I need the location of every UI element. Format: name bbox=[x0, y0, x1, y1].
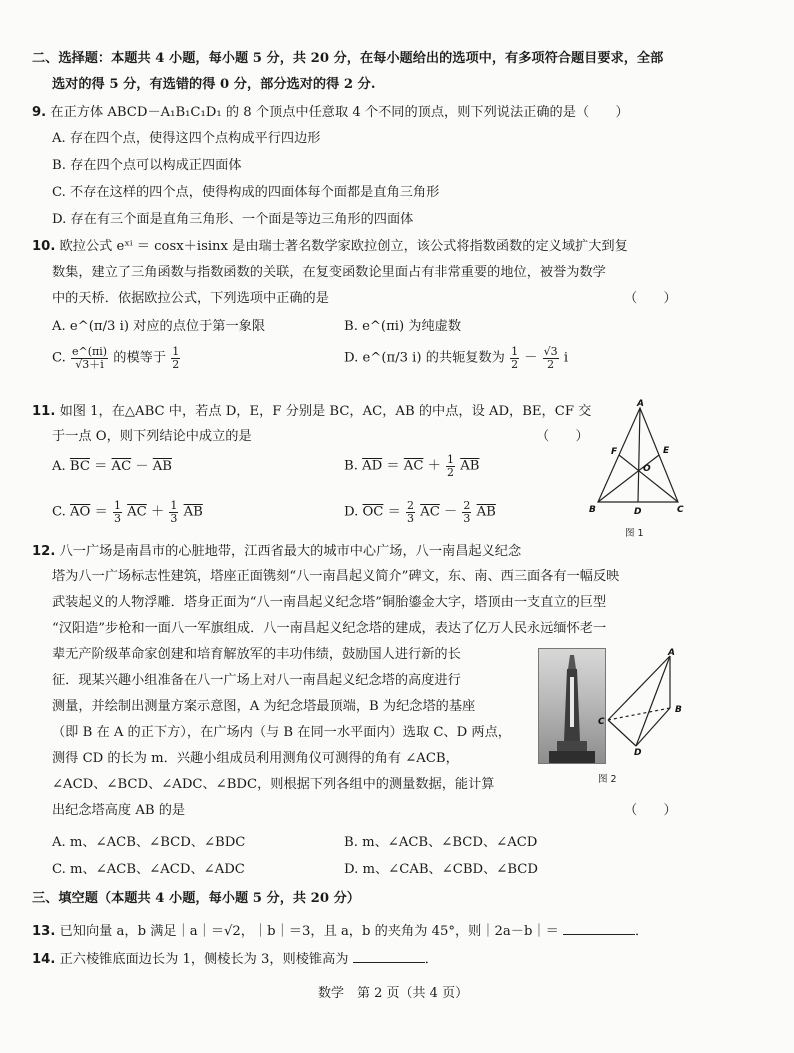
q11-option-b bbox=[344, 454, 479, 478]
figure-2-tetrahedron bbox=[596, 646, 696, 756]
q13-end: ． bbox=[634, 924, 649, 939]
q13-text: 已知向量 a，b 满足｜a｜＝√2，｜b｜＝3，且 a，b 的夹角为 45°，则｜2a－b｜＝ bbox=[59, 924, 559, 939]
q11-d-frac2 bbox=[462, 500, 471, 524]
minus: － bbox=[444, 504, 458, 520]
q14-text: 正六棱锥底面边长为 1，侧棱长为 3，则棱锥高为 bbox=[59, 952, 349, 967]
q11-d-label: D. bbox=[344, 504, 359, 520]
label-o: O bbox=[643, 464, 651, 474]
q12-option-a: A. m、∠ACB、∠BCD、∠BDC bbox=[52, 835, 246, 850]
q11-option-d bbox=[344, 500, 496, 524]
q10-c-text: 的模等于 bbox=[113, 350, 167, 366]
q12-line6: 征．现某兴趣小组准备在八一广场上对八一南昌起义纪念塔的高度进行 bbox=[52, 673, 461, 688]
q14-end: ． bbox=[424, 952, 438, 967]
figure-1-triangle bbox=[588, 398, 698, 518]
q12-line8: （即 B 在 A 的正下方），在广场内（与 B 在同一水平面内）选取 C、D 两点， bbox=[52, 725, 511, 740]
section2-heading-line1: 二、选择题：本题共 4 小题，每小题 5 分，共 20 分，在每小题给出的选项中，有多项符合题目要求，全部 bbox=[32, 51, 664, 66]
vector-ac: $\overline{AC}$ bbox=[127, 504, 147, 520]
section2-heading-line2: 选对的得 5 分，有选错的得 0 分，部分选对的得 2 分. bbox=[52, 77, 376, 92]
frac-bottom: 3 bbox=[113, 511, 121, 525]
vector-ab: $\overline{AB}$ bbox=[152, 459, 172, 474]
q12-option-c: C. m、∠ACB、∠ACD、∠ADC bbox=[52, 862, 245, 877]
q12-answer-paren: （ ） bbox=[624, 803, 677, 818]
q10-c-numerator: e^(πi) bbox=[72, 345, 108, 358]
q13-number: 13. bbox=[32, 924, 56, 939]
q10-option-a: A. e^(π/3 i) 对应的点位于第一象限 bbox=[52, 319, 266, 334]
label-c: C bbox=[677, 505, 684, 515]
q12-line4: “汉阳造”步枪和一面八一军旗组成．八一南昌起义纪念塔的建成，表达了亿万人民永远缅怀老一 bbox=[52, 621, 607, 636]
vector-oc: $\overline{OC}$ bbox=[362, 504, 384, 520]
frac-bottom: 3 bbox=[170, 511, 178, 525]
q9-option-d: D. 存在有三个面是直角三角形、一个面是等边三角形的四面体 bbox=[52, 212, 414, 227]
q11-number: 11. bbox=[32, 404, 56, 419]
q9-option-c: C. 不存在这样的四个点，使得构成的四面体每个面都是直角三角形 bbox=[52, 185, 440, 200]
edge-ac bbox=[608, 656, 670, 720]
edge-db bbox=[636, 708, 670, 746]
q11-c-frac1 bbox=[113, 500, 122, 524]
vector-bc: $\overline{BC}$ bbox=[69, 459, 90, 474]
vector-ac: $\overline{AC}$ bbox=[111, 459, 132, 474]
q10-line3: 中的天桥．依据欧拉公式，下列选项中正确的是 bbox=[52, 291, 329, 306]
median-ad bbox=[638, 408, 640, 502]
q10-c-value-bottom: 2 bbox=[172, 357, 180, 371]
frac-bottom: 2 bbox=[447, 465, 455, 479]
label-d: D bbox=[634, 748, 642, 756]
label-a: A bbox=[637, 399, 644, 409]
q12-line1 bbox=[32, 543, 521, 560]
q11-b-label: B. bbox=[344, 458, 358, 474]
q10-option-b: B. e^(πi) 为纯虚数 bbox=[344, 319, 462, 334]
q10-d-frac2 bbox=[543, 346, 559, 370]
label-c: C bbox=[598, 717, 605, 727]
frac-top: 1 bbox=[170, 499, 178, 512]
q10-c-denominator: √3＋i bbox=[75, 357, 104, 371]
q9-text: 在正方体 ABCD－A₁B₁C₁D₁ 的 8 个顶点中任意取 4 个不同的顶点，则下列说法正确的是（ ） bbox=[50, 105, 629, 120]
q10-line1 bbox=[32, 238, 628, 255]
equals: ＝ bbox=[94, 504, 108, 520]
q12-number: 12. bbox=[32, 544, 56, 559]
label-e: E bbox=[663, 446, 670, 456]
q10-c-value-top: 1 bbox=[172, 345, 180, 358]
q10-option-c bbox=[52, 346, 181, 370]
figure-2-caption: 图 2 bbox=[598, 774, 617, 785]
vector-ao: $\overline{AO}$ bbox=[70, 504, 91, 520]
frac-top: 1 bbox=[113, 499, 121, 512]
frac-top: 1 bbox=[447, 453, 455, 466]
q12-line3: 武装起义的人物浮雕．塔身正面为“八一南昌起义纪念塔”铜胎鎏金大字，塔顶由一支直立的巨型 bbox=[52, 595, 607, 610]
q10-d-frac2-top: √3 bbox=[543, 345, 558, 358]
equals: ＝ bbox=[386, 458, 400, 474]
frac-bottom: 3 bbox=[407, 511, 414, 525]
q10-d-frac1-bottom: 2 bbox=[511, 357, 519, 371]
frac-top: 2 bbox=[407, 499, 414, 512]
plus: ＋ bbox=[427, 458, 441, 474]
q12-option-d: D. m、∠CAB、∠CBD、∠BCD bbox=[344, 862, 538, 877]
q12-line7: 测量，并绘制出测量方案示意图，A 为纪念塔最顶端，B 为纪念塔的基座 bbox=[52, 699, 476, 714]
q11-c-label: C. bbox=[52, 504, 66, 520]
q11-option-c bbox=[52, 500, 203, 524]
section3-heading: 三、填空题（本题共 4 小题，每小题 5 分，共 20 分） bbox=[32, 891, 360, 906]
q11-option-a bbox=[52, 458, 172, 475]
q11-line2: 于一点 O，则下列结论中成立的是 bbox=[52, 429, 252, 444]
q13 bbox=[32, 922, 648, 940]
frac-bottom: 3 bbox=[463, 511, 471, 525]
q10-d-frac1 bbox=[510, 346, 519, 370]
figure-1-caption: 图 1 bbox=[625, 528, 644, 539]
q11-a-label: A. bbox=[52, 459, 66, 474]
q11-line1 bbox=[32, 403, 591, 420]
label-b: B bbox=[589, 505, 596, 515]
q13-answer-blank[interactable] bbox=[563, 922, 635, 935]
q12-line11: 出纪念塔高度 AB 的是 bbox=[52, 803, 186, 818]
q10-d-frac2-bottom: 2 bbox=[547, 357, 555, 371]
q14 bbox=[32, 950, 438, 968]
q10-d-text: D. e^(π/3 i) 的共轭复数为 bbox=[344, 350, 505, 366]
q10-answer-paren: （ ） bbox=[624, 291, 677, 306]
vector-ac: $\overline{AC}$ bbox=[403, 458, 424, 474]
q10-number: 10. bbox=[32, 239, 56, 254]
minus: － bbox=[135, 459, 149, 474]
vector-ac: $\overline{AC}$ bbox=[420, 504, 440, 520]
q12-line10: ∠ACD、∠BCD、∠ADC、∠BDC，则根据下列各组中的测量数据，能计算 bbox=[52, 777, 495, 792]
label-f: F bbox=[611, 447, 618, 457]
q12-line2: 塔为八一广场标志性建筑，塔座正面镌刻“八一南昌起义简介”碑文，东、南、西三面各有一幅反映 bbox=[52, 569, 620, 584]
vector-ab: $\overline{AB}$ bbox=[460, 458, 480, 474]
label-a: A bbox=[668, 648, 675, 658]
label-d: D bbox=[634, 507, 642, 517]
q14-answer-blank[interactable] bbox=[353, 950, 425, 963]
label-b: B bbox=[675, 705, 682, 715]
q11-d-frac1 bbox=[406, 500, 415, 524]
vector-ab: $\overline{AB}$ bbox=[476, 504, 496, 520]
plus: ＋ bbox=[150, 504, 165, 520]
q10-d-i: i bbox=[563, 350, 569, 366]
q12-line5: 辈无产阶级革命家创建和培育解放军的丰功伟绩，鼓励国人进行新的长 bbox=[52, 647, 461, 662]
q10-c-fraction bbox=[71, 346, 108, 370]
frac-top: 2 bbox=[463, 499, 471, 512]
q10-d-frac1-top: 1 bbox=[511, 345, 519, 358]
q10-option-d bbox=[344, 346, 568, 370]
q11-answer-paren: （ ） bbox=[536, 429, 589, 444]
q12-option-b: B. m、∠ACB、∠BCD、∠ACD bbox=[344, 835, 538, 850]
q10-d-minus: － bbox=[524, 350, 538, 366]
edge-cd bbox=[608, 720, 636, 746]
q9-stem bbox=[32, 104, 629, 121]
q10-text-1: 欧拉公式 eˣⁱ ＝ cosx＋isinx 是由瑞士著名数学家欧拉创立，该公式将指数函数的定义域扩大到复 bbox=[59, 239, 628, 254]
q12-text-1: 八一广场是南昌市的心脏地带，江西省最大的城市中心广场，八一南昌起义纪念 bbox=[59, 544, 522, 559]
page-footer: 数学 第 2 页（共 4 页） bbox=[318, 986, 469, 1001]
q12-line9: 测得 CD 的长为 m．兴趣小组成员利用测角仪可测得的角有 ∠ACB， bbox=[52, 751, 459, 766]
edge-ad bbox=[636, 656, 670, 746]
q10-line2: 数集，建立了三角函数与指数函数的关联，在复变函数论里面占有非常重要的地位，被誉为数学 bbox=[52, 265, 606, 280]
q10-c-value bbox=[171, 346, 180, 370]
q9-option-a: A. 存在四个点，使得这四个点构成平行四边形 bbox=[52, 131, 321, 146]
vector-ad: $\overline{AD}$ bbox=[362, 458, 383, 474]
q9-number: 9. bbox=[32, 105, 47, 120]
equals: ＝ bbox=[94, 459, 108, 474]
q10-c-label: C. bbox=[52, 350, 66, 366]
q11-b-frac bbox=[446, 454, 455, 478]
q9-option-b: B. 存在四个点可以构成正四面体 bbox=[52, 158, 242, 173]
q11-text-1: 如图 1，在△ABC 中，若点 D，E，F 分别是 BC，AC，AB 的中点，设 AD，BE，CF 交 bbox=[59, 404, 592, 419]
equals: ＝ bbox=[387, 504, 401, 520]
q14-number: 14. bbox=[32, 952, 56, 967]
q11-c-frac2 bbox=[169, 500, 178, 524]
vector-ab: $\overline{AB}$ bbox=[183, 504, 203, 520]
